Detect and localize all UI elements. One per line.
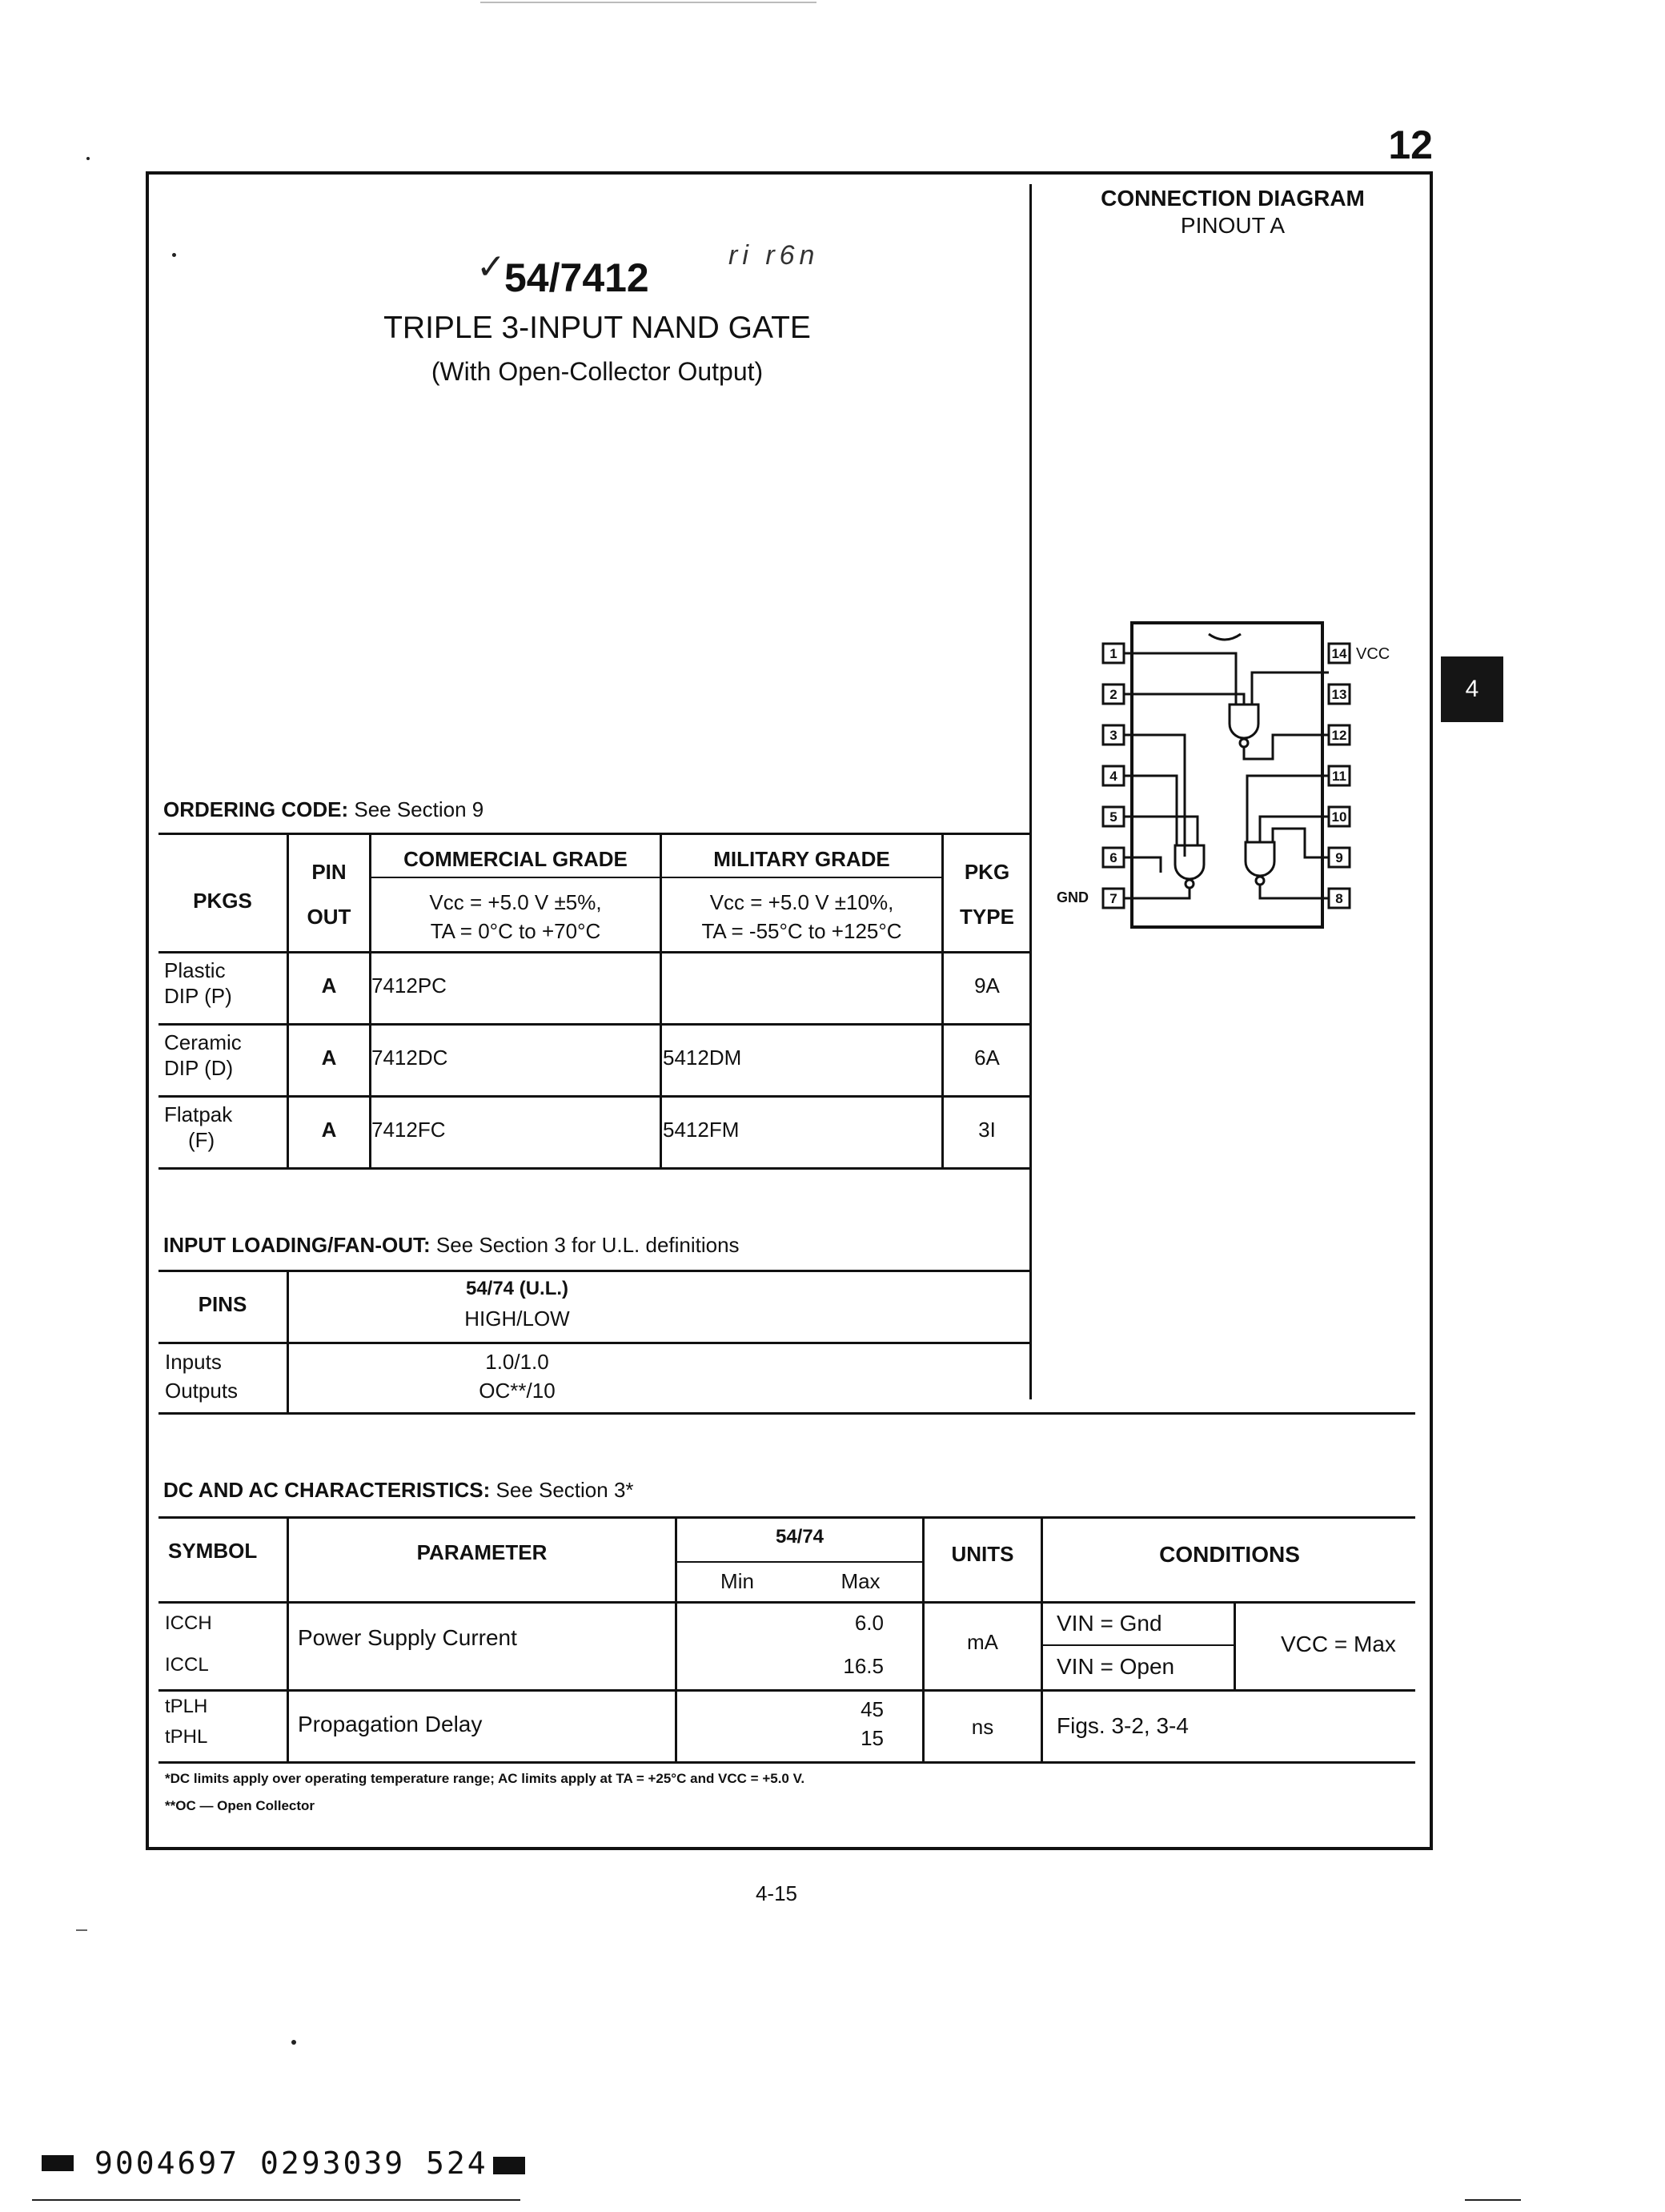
loading-pin: Outputs: [165, 1379, 239, 1403]
param-power-supply: Power Supply Current: [298, 1625, 517, 1650]
scan-mark: [480, 2, 816, 3]
characteristics-heading-label: DC AND AC CHARACTERISTICS:: [163, 1478, 491, 1502]
ordering-col-type: TYPE: [960, 905, 1014, 929]
characteristics-heading: [163, 1478, 634, 1503]
ordering-rule: [370, 877, 942, 878]
loading-heading: [163, 1233, 740, 1258]
table-row: [164, 1030, 242, 1081]
pkg-name: Plastic: [164, 958, 226, 982]
pkg-name: Ceramic: [164, 1030, 242, 1054]
commercial-part: 7412FC: [371, 1118, 446, 1142]
military-part: 5412DM: [663, 1046, 742, 1070]
char-col-units: UNITS: [951, 1542, 1014, 1566]
ordering-rule: [158, 1095, 1031, 1098]
max-icch: 6.0: [854, 1611, 884, 1635]
symbol-icch: ICCH: [165, 1612, 212, 1634]
device-title: TRIPLE 3-INPUT NAND GATE: [383, 311, 811, 345]
char-col-conditions: CONDITIONS: [1159, 1542, 1300, 1567]
ordering-col-pkg: PKG: [964, 860, 1010, 884]
param-prop-delay: Propagation Delay: [298, 1712, 483, 1736]
symbol-tplh: tPLH: [165, 1696, 208, 1717]
pkg-name: DIP (P): [164, 984, 232, 1008]
cond-vin-open: VIN = Open: [1057, 1654, 1175, 1679]
char-col-symbol: SYMBOL: [168, 1539, 258, 1563]
loading-heading-label: INPUT LOADING/FAN-OUT:: [163, 1233, 431, 1257]
pin-label: 11: [1332, 769, 1346, 784]
ordering-col-military: MILITARY GRADE: [713, 847, 890, 871]
ordering-col-commercial: COMMERCIAL GRADE: [403, 847, 628, 871]
pinout-diagram: [1041, 608, 1425, 945]
char-rule: [676, 1561, 923, 1563]
gnd-label: GND: [1057, 889, 1089, 905]
loading-pin: Inputs: [165, 1350, 222, 1374]
ordering-rule: [158, 1167, 1031, 1170]
ordering-rule: [660, 833, 662, 1167]
connection-heading: CONNECTION DIAGRAM: [1101, 186, 1365, 211]
units-ma: mA: [967, 1630, 998, 1654]
pin-out-value: A: [321, 1118, 337, 1142]
cond-vcc-max: VCC = Max: [1281, 1632, 1396, 1656]
speck: [86, 157, 90, 160]
military-part: 5412FM: [663, 1118, 740, 1142]
ordering-heading: [163, 797, 483, 822]
ordering-rule: [158, 833, 1031, 835]
loading-col-units: 54/74 (U.L.): [465, 1278, 569, 1299]
page-footer: 4-15: [755, 1881, 798, 1905]
table-row: [164, 1102, 232, 1153]
pinout-label: PINOUT A: [1180, 213, 1286, 238]
ordering-col-out: OUT: [307, 905, 351, 929]
pkg-name: (F): [188, 1128, 215, 1152]
loading-value: 1.0/1.0: [485, 1350, 549, 1374]
pin-label: 5: [1109, 809, 1117, 825]
part-number: 54/7412: [504, 255, 649, 300]
military-vcc: Vcc = +5.0 V ±10%,: [709, 890, 894, 914]
pin-label: 13: [1331, 687, 1347, 702]
commercial-part: 7412PC: [371, 974, 447, 998]
barcode-number: 9004697 0293039 524: [94, 2146, 488, 2181]
footnote-dc-limits: *DC limits apply over operating temperature range; AC limits apply at TA = +25°C and VCC = +5.0 V.: [165, 1771, 805, 1786]
cond-vin-gnd: VIN = Gnd: [1057, 1611, 1162, 1636]
handwritten-note: ri r6n: [728, 240, 820, 271]
barcode-block: [493, 2157, 525, 2174]
char-rule: [158, 1516, 1415, 1519]
char-rule: [158, 1601, 1415, 1604]
pin-label: 8: [1335, 891, 1343, 906]
vcc-label: VCC: [1356, 645, 1390, 663]
pin-label: 2: [1109, 687, 1117, 702]
pin-label: 4: [1109, 769, 1117, 784]
loading-note: See Section 3 for U.L. definitions: [435, 1233, 740, 1257]
ordering-rule: [158, 951, 1031, 953]
ordering-col-pkgs: PKGS: [193, 889, 252, 913]
loading-rule: [158, 1342, 1031, 1344]
section-tab: [1441, 656, 1503, 722]
footnote-open-collector: **OC — Open Collector: [165, 1798, 315, 1813]
diagram-divider: [1029, 184, 1032, 1399]
characteristics-note: See Section 3*: [495, 1478, 634, 1502]
max-tplh: 45: [861, 1697, 884, 1721]
char-col-max: Max: [841, 1569, 881, 1593]
pin-label: 6: [1109, 850, 1117, 865]
max-iccl: 16.5: [843, 1654, 884, 1678]
datasheet-frame: [146, 171, 1433, 1850]
pin-label: 12: [1331, 728, 1347, 743]
pin-label: 1: [1109, 646, 1117, 661]
device-subtitle: (With Open-Collector Output): [431, 357, 764, 386]
pin-label: 14: [1331, 646, 1347, 661]
table-row: [164, 957, 232, 1009]
max-tphl: 15: [861, 1726, 884, 1750]
char-col-min: Min: [720, 1569, 754, 1593]
ordering-note: See Section 9: [354, 797, 484, 821]
loading-rule: [158, 1412, 1415, 1415]
pin-label: 3: [1109, 728, 1117, 743]
ordering-rule: [158, 1023, 1031, 1026]
pkg-type: 3I: [978, 1118, 996, 1142]
char-rule: [158, 1761, 1415, 1764]
speck: [76, 1929, 87, 1931]
units-ns: ns: [971, 1715, 994, 1739]
page-number: 12: [1388, 122, 1433, 167]
section-tab-label: 4: [1465, 676, 1479, 702]
pin-out-value: A: [321, 1046, 337, 1070]
pin-label: 7: [1109, 891, 1117, 906]
char-col-parameter: PARAMETER: [416, 1540, 548, 1564]
speck: [291, 2040, 296, 2045]
char-col-family: 54/74: [775, 1526, 824, 1548]
commercial-vcc: Vcc = +5.0 V ±5%,: [429, 890, 602, 914]
char-rule: [675, 1516, 677, 1761]
char-rule: [158, 1689, 1415, 1692]
loading-value: OC**/10: [479, 1379, 556, 1403]
symbol-iccl: ICCL: [165, 1654, 209, 1676]
char-rule: [1042, 1644, 1234, 1646]
barcode-block: [42, 2155, 74, 2171]
cond-figs: Figs. 3-2, 3-4: [1057, 1713, 1189, 1738]
pin-label: 10: [1331, 809, 1347, 825]
bottom-rule: [1465, 2199, 1521, 2201]
char-rule: [1234, 1601, 1236, 1689]
military-ta: TA = -55°C to +125°C: [701, 919, 902, 943]
commercial-ta: TA = 0°C to +70°C: [430, 919, 601, 943]
loading-col-pins: PINS: [198, 1292, 247, 1316]
pin-out-value: A: [321, 974, 337, 998]
loading-col-highlow: HIGH/LOW: [464, 1307, 570, 1331]
bottom-rule: [32, 2199, 520, 2201]
pin-label: 9: [1335, 850, 1343, 865]
ordering-col-pin: PIN: [311, 860, 347, 884]
ordering-heading-label: ORDERING CODE:: [163, 797, 349, 821]
pkg-name: Flatpak: [164, 1102, 233, 1126]
pkg-type: 6A: [974, 1046, 1000, 1070]
symbol-tphl: tPHL: [165, 1726, 208, 1748]
handwritten-check: ✓: [476, 247, 506, 287]
pkg-name: DIP (D): [164, 1056, 234, 1080]
loading-rule: [158, 1270, 1031, 1272]
commercial-part: 7412DC: [371, 1046, 448, 1070]
pkg-type: 9A: [974, 974, 1000, 998]
